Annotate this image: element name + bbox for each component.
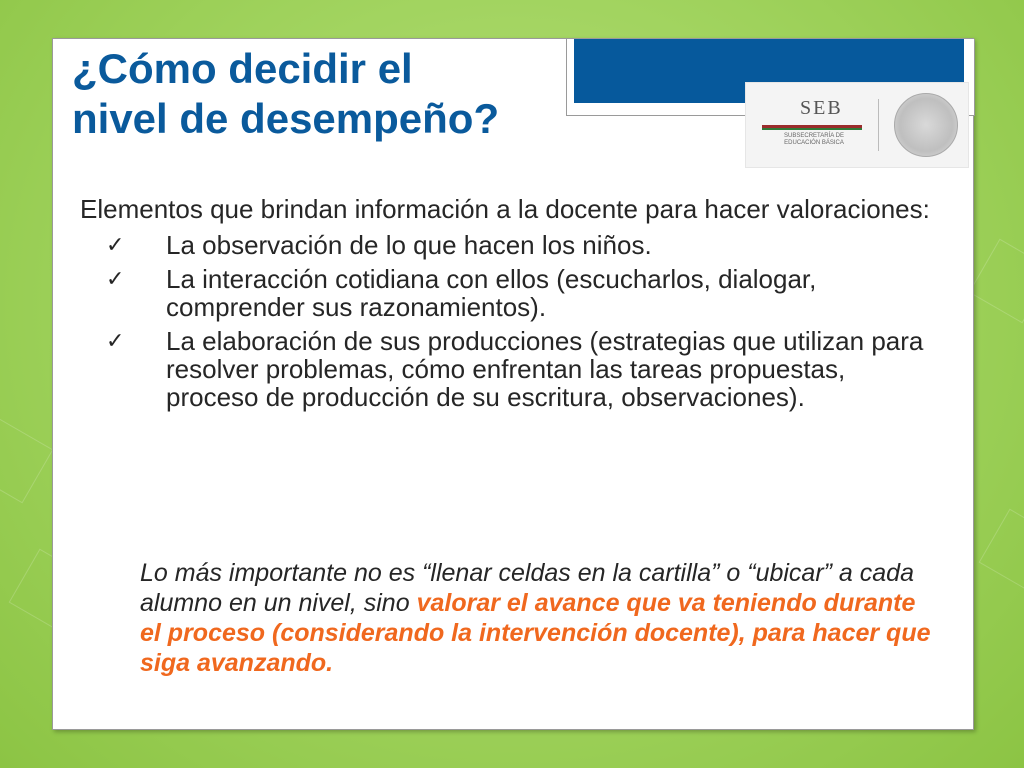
logo-divider <box>878 99 879 151</box>
checkmark-icon: ✓ <box>106 232 125 257</box>
coat-of-arms-seal-icon <box>894 93 958 157</box>
seb-logo-text: SEB <box>800 97 843 119</box>
slide-body <box>80 195 930 417</box>
checklist <box>80 231 930 411</box>
title-line-2: nivel de desempeño? <box>72 95 500 142</box>
checkmark-icon: ✓ <box>106 328 125 353</box>
seb-logo-subtitle: SUBSECRETARÍA DE EDUCACIÓN BÁSICA <box>784 133 844 146</box>
seb-logo <box>745 82 969 168</box>
slide-title <box>72 44 499 144</box>
list-item-text: La observación de lo que hacen los niños. <box>166 230 652 260</box>
key-message-highlight: valorar el avance que va teniendo durante el proceso (considerando la intervención docente), para hacer que siga avanzando. <box>140 589 931 677</box>
logo-green-stripe <box>762 128 862 130</box>
checkmark-icon: ✓ <box>106 266 125 291</box>
list-item <box>80 265 930 321</box>
key-message-text: Lo más importante no es “llenar celdas en la cartilla” o “ubicar” a cada alumno en un nivel, sino <box>140 559 914 617</box>
list-item-text: La elaboración de sus producciones (estrategias que utilizan para resolver problemas, cómo enfrentan las tareas propuestas, proceso de producción de su escritura, observaciones). <box>166 326 924 412</box>
intro-text: Elementos que brindan información a la docente para hacer valoraciones: <box>80 194 930 224</box>
list-item-text: La interacción cotidiana con ellos (escucharlos, dialogar, comprender sus razonamientos). <box>166 264 817 322</box>
list-item <box>80 327 930 411</box>
list-item <box>80 231 930 259</box>
key-message <box>140 558 940 678</box>
title-line-1: ¿Cómo decidir el <box>72 45 413 92</box>
